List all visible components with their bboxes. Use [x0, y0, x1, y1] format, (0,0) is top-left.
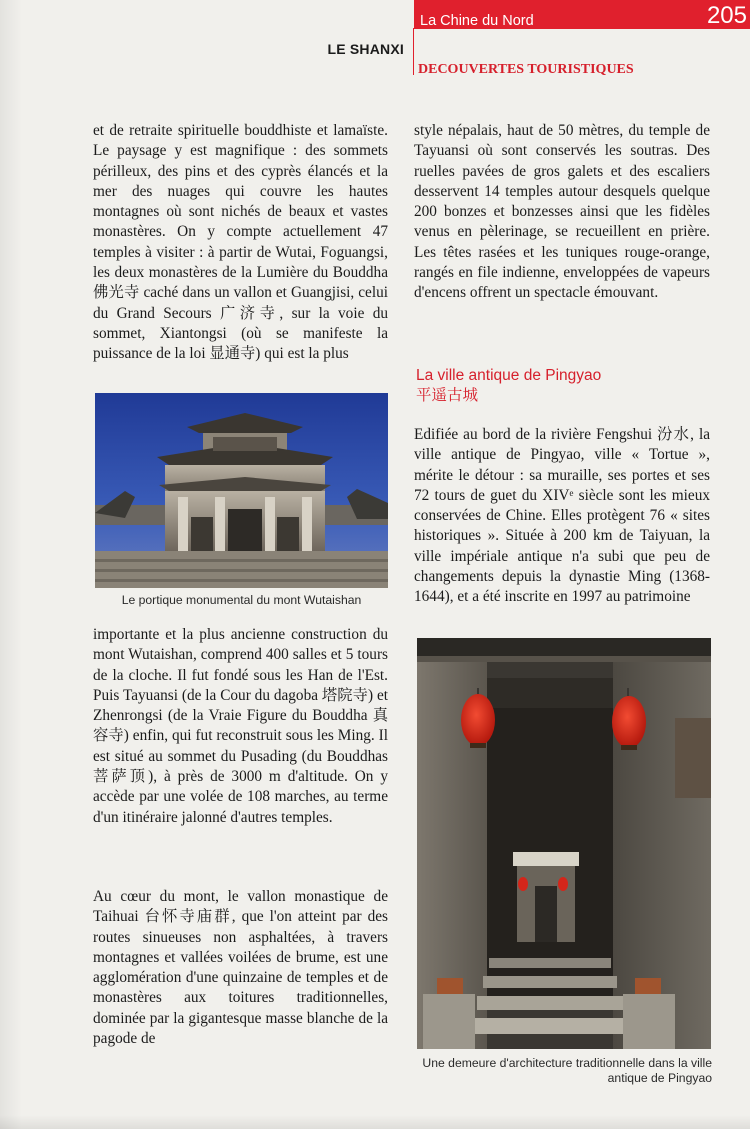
left-paragraph-3: Au cœur du mont, le vallon monastique de Taihuai 台怀寺庙群, que l'on atteint par des routes sinueuses non asphaltées, à travers montagnes et vallées voilées de brume, est une agglomération d'une quinzaine de temples et de monastères aux toitures traditionnelles, dominée par la gigantesque masse blanche de la pagode de	[93, 888, 388, 1048]
pingyao-heading-chinese: 平遥古城	[416, 386, 479, 404]
left-paragraph-2: importante et la plus ancienne construction du mont Wutaishan, comprend 400 salles et 5 tours de la cloche. Il fut fondé sous les Han de l'Est. Puis Tayuansi (de la Cour du dagoba 塔院寺) et Zhenrongsi (de la Vraie Figure du Bouddha 真容寺) enfin, qui fut reconstruit sous les Ming. Il est situé au sommet du Pusading (du Bouddhas 菩萨顶), à près de 3000 m d'altitude. On y accède par une volée de 108 marches, au terme d'un itinéraire jalonné d'autres temples.	[93, 626, 388, 826]
pingyao-heading: La ville antique de Pingyao	[416, 367, 602, 384]
region-title: LE SHANXI	[327, 41, 404, 57]
wutaishan-portico-photo	[95, 393, 388, 588]
header-divider	[413, 28, 414, 75]
pingyao-courtyard-photo	[417, 638, 711, 1049]
chapter-title: La Chine du Nord	[420, 13, 534, 29]
left-paragraph-1: et de retraite spirituelle bouddhiste et lamaïste. Le paysage y est magnifique : des sommets périlleux, des pins et des cyprès élancés et la mer des nuages qui couvre les hautes montagnes où sont nichés de beaux et vastes monastères. On y compte actuellement 47 temples à visiter : à partir de Wutai, Foguangsi, les deux monastères de la Lumière du Bouddha 佛光寺 caché dans un vallon et Guangjisi, celui du Grand Secours 广济寺, sur la voie du sommet, Xiantongsi (où se manifeste la puissance de la loi 显通寺) qui est la plus	[93, 122, 388, 363]
page-binding-shadow	[0, 0, 22, 1129]
right-paragraph-2: Edifiée au bord de la rivière Fengshui 汾水, la ville antique de Pingyao, ville « Tortue », mérite le détour : sa muraille, ses portes et ses 72 tours de guet du XIVᵉ siècle sont les mieux conservées de Chine. Elles protègent 76 « sites historiques ». Située à 200 km de Taiyuan, la ville impériale antique n'a subi que peu de changements depuis la dynastie Ming (1368-1644), et a été inscrite en 1997 au patrimoine	[414, 426, 710, 606]
page-bottom-shadow	[0, 1115, 750, 1129]
page-number: 205	[706, 2, 747, 29]
right-paragraph-1: style népalais, haut de 50 mètres, du temple de Tayuansi où sont conservés les soutras. Des ruelles pavées de gros galets et des escaliers desservent 14 temples autour desquels quelque 200 bonzes et bonzesses ainsi que les fidèles venus en pèlerinage, se recueillent en prière. Les têtes rasées et les tuniques rouge-orange, rangés en file indienne, enveloppées de vapeurs d'encens offrent un spectacle émouvant.	[414, 122, 710, 302]
section-title: DECOUVERTES TOURISTIQUES	[418, 62, 634, 77]
wutaishan-photo-caption: Le portique monumental du mont Wutaishan	[121, 593, 362, 607]
pingyao-photo-caption: Une demeure d'architecture traditionnelle dans la ville antique de Pingyao	[422, 1056, 712, 1085]
